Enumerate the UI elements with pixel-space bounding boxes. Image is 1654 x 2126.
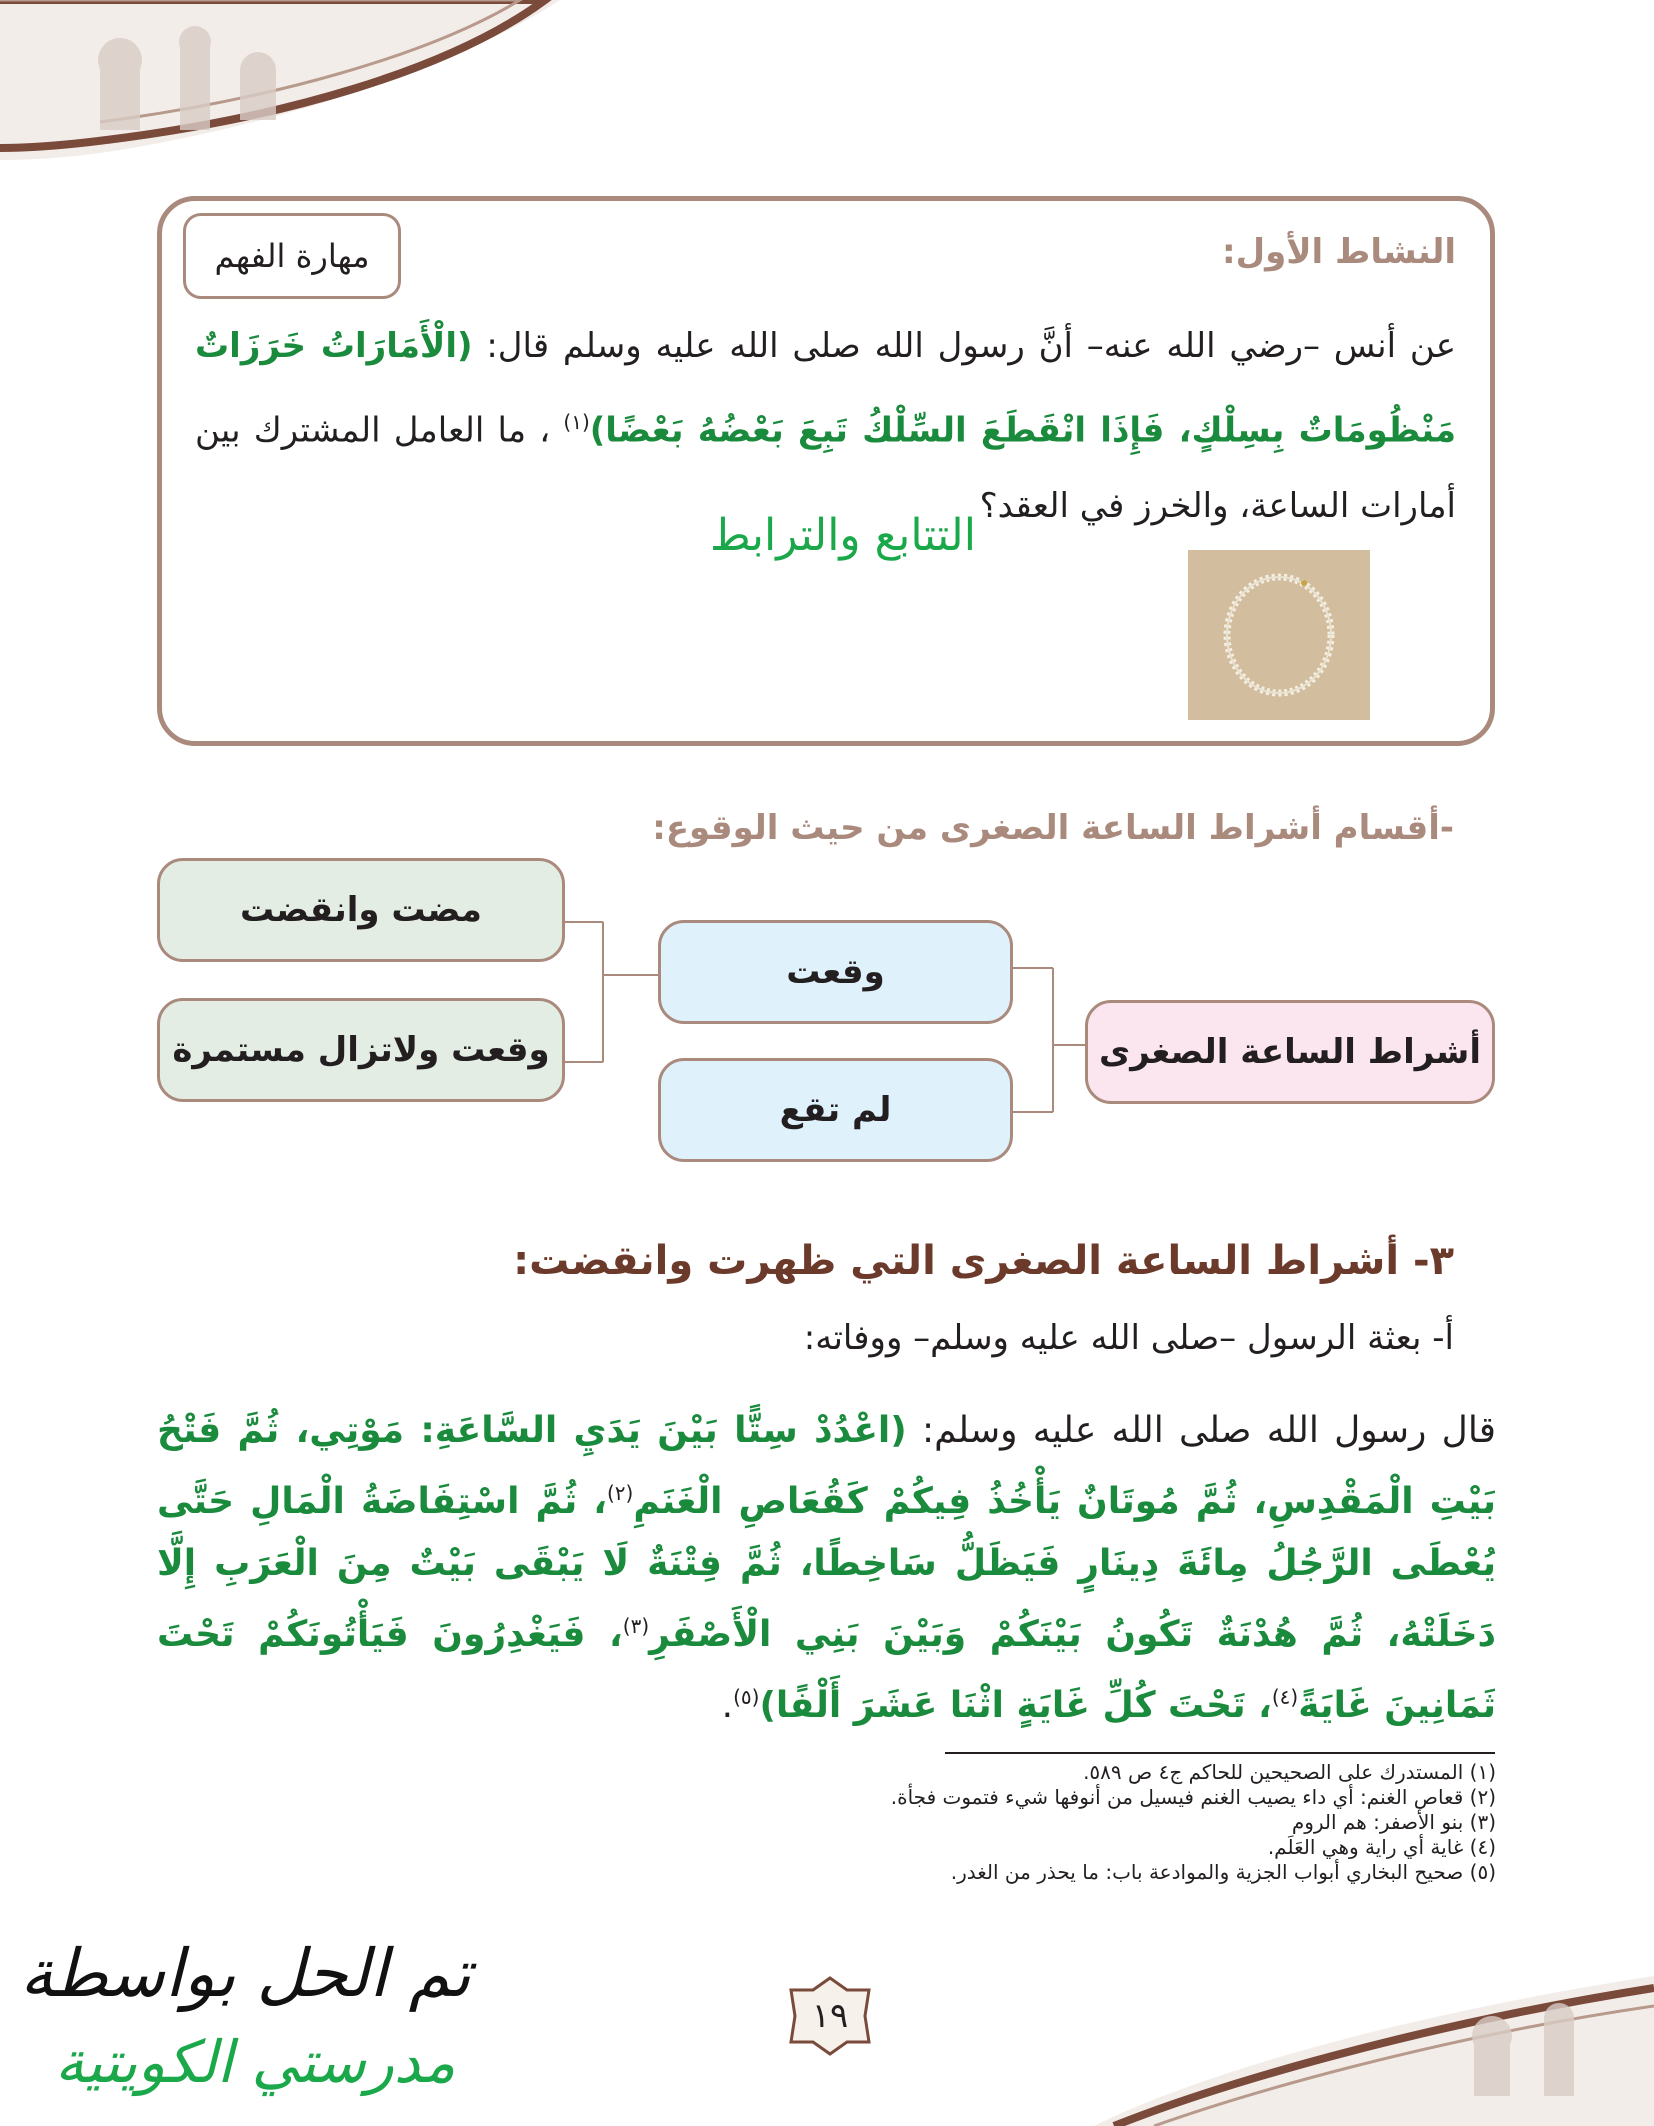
necklace-image: [1188, 550, 1370, 720]
footnote-2: (٢) قعاص الغنم: أي داء يصيب الغنم فيسيل من أنوفها شيء فتموت فجأة.: [890, 1785, 1496, 1809]
footnote-ref-2: (٢): [606, 1481, 634, 1505]
footnote-divider: [945, 1752, 1495, 1754]
footnote-ref-4: (٤): [1271, 1685, 1299, 1709]
footnote-5: (٥) صحيح البخاري أبواب الجزية والموادعة باب: ما يحذر من الغدر.: [950, 1860, 1496, 1884]
decorative-corner-top: [0, 0, 560, 160]
footnote-3: (٣) بنو الأصفر: هم الروم: [1291, 1810, 1496, 1834]
pearl-necklace-icon: [1188, 550, 1370, 720]
activity-text: [195, 308, 1456, 544]
node-continuing: وقعت ولاتزال مستمرة: [157, 998, 565, 1102]
node-minor-signs: أشراط الساعة الصغرى: [1085, 1000, 1495, 1104]
skill-label: مهارة الفهم: [183, 213, 401, 299]
hadith-paragraph: [157, 1400, 1496, 1737]
decorative-corner-bottom: [1094, 1976, 1654, 2126]
footnote-ref-5: (٥): [733, 1685, 760, 1709]
page-number: ١٩: [811, 1996, 849, 2036]
handwritten-answer: التتابع والترابط: [710, 510, 976, 561]
hadith-part-1: (اعْدُدْ سِتًّا بَيْنَ يَدَيِ السَّاعَةِ: مَوْتِي، ثُمَّ فَتْحُ بَيْتِ الْمَقْدِسِ، ثُمَّ مُوتَانٌ يَأْخُذُ فِيكُمْ كَقُعَاصِ الْغَنَمِ: [157, 1410, 1496, 1522]
node-not-occurred: لم تقع: [658, 1058, 1013, 1162]
stamp-line-2: مدرستي الكويتية: [55, 2028, 456, 2096]
footnote-ref-3: (٣): [622, 1614, 650, 1638]
activity-question: ، ما العامل المشترك بين أمارات الساعة، والخرز في العقد؟: [195, 410, 1456, 527]
section3-subheading: أ- بعثة الرسول –صلى الله عليه وسلم– ووفاته:: [803, 1318, 1454, 1358]
node-passed: مضت وانقضت: [157, 858, 565, 962]
activity-hadith: (الْأَمَارَاتُ خَرَزَاتٌ مَنْظُومَاتٌ بِسِلْكٍ، فَإِذَا انْقَطَعَ السِّلْكُ تَبِعَ بَعْضُهُ بَعْضًا): [195, 326, 1456, 451]
footnotes: [596, 1760, 1496, 1885]
hadith-intro: قال رسول الله صلى الله عليه وسلم:: [906, 1410, 1497, 1451]
node-occurred: وقعت: [658, 920, 1013, 1024]
footnote-4: (٤) غاية أي راية وهي العَلَم.: [1267, 1835, 1496, 1859]
footnote-ref-1: (١): [563, 410, 590, 434]
hadith-part-3: ، فَيَغْدِرُونَ فَيَأْتُونَكُمْ تَحْتَ ثَمَانِينَ غَايَةً: [157, 1614, 1496, 1726]
divisions-heading: -أقسام أشراط الساعة الصغرى من حيث الوقوع:: [652, 808, 1454, 848]
hadith-part-2: ، ثُمَّ اسْتِفَاضَةُ الْمَالِ حَتَّى يُعْطَى الرَّجُلُ مِائَةَ دِينَارٍ فَيَظَلُّ سَاخِطًا، ثُمَّ فِتْنَةٌ لَا يَبْقَى بَيْتٌ مِنَ الْعَرَبِ إِلَّا دَخَلَتْهُ، ثُمَّ هُدْنَةٌ تَكُونُ بَيْنَكُمْ وَبَيْنَ بَنِي الْأَصْفَرِ: [157, 1481, 1496, 1655]
footnote-1: (١) المستدرك على الصحيحين للحاكم ج٤ ص ٥٨٩.: [1083, 1760, 1496, 1784]
activity-intro: عن أنس –رضي الله عنه– أنَّ رسول الله صلى الله عليه وسلم قال:: [472, 326, 1456, 366]
stamp-line-1: تم الحل بواسطة: [20, 1935, 471, 2012]
activity-title: النشاط الأول:: [1221, 232, 1456, 272]
hadith-part-4: ، تَحْتَ كُلِّ غَايَةٍ اثْنَا عَشَرَ أَلْفًا): [759, 1685, 1272, 1726]
section3-heading: ٣- أشراط الساعة الصغرى التي ظهرت وانقضت:: [513, 1238, 1454, 1284]
hadith-end: .: [721, 1685, 734, 1726]
